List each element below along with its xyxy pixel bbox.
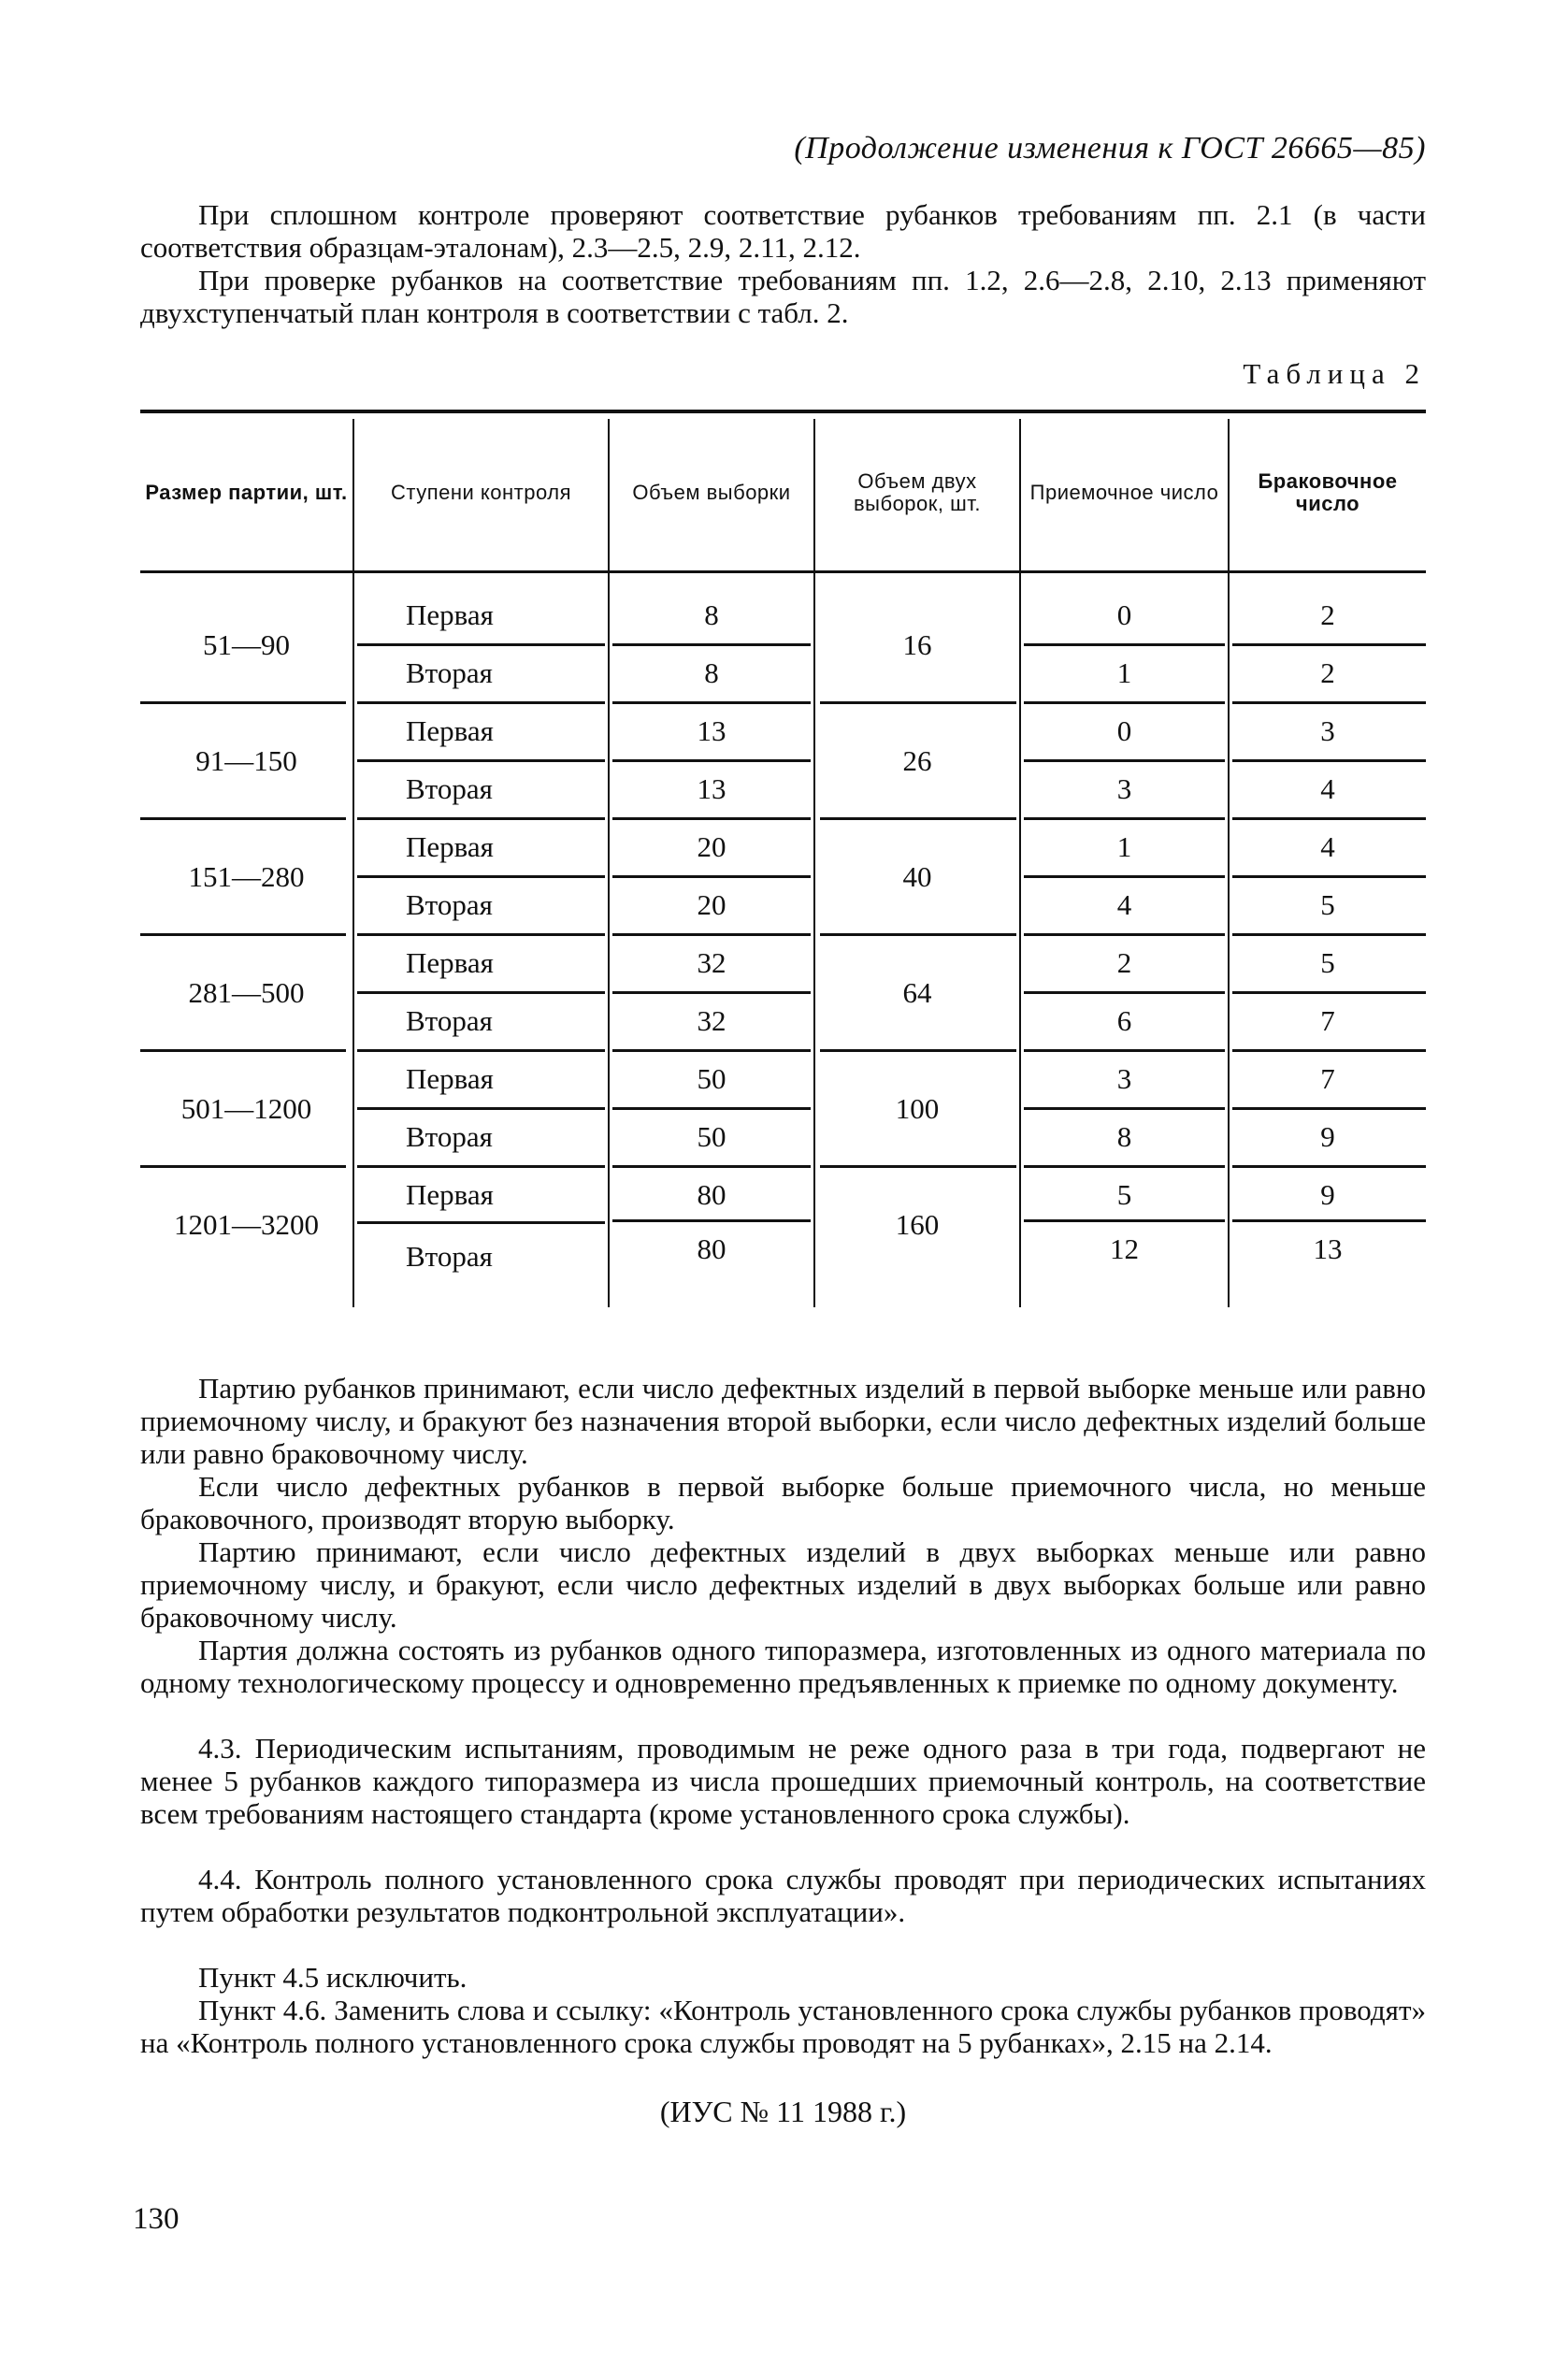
accept-cell: 1 — [1116, 656, 1132, 689]
row-rule — [1024, 1165, 1225, 1168]
stage-cell: Первая — [406, 1178, 494, 1211]
row-rule — [612, 933, 811, 936]
stage-cell: Первая — [406, 714, 494, 747]
stage-cell: Первая — [406, 1062, 494, 1095]
stage-cell: Первая — [406, 598, 494, 631]
lot-size-cell: 501—1200 — [180, 1092, 312, 1125]
reject-cell: 5 — [1320, 888, 1335, 921]
lot-size-cell: 91—150 — [195, 744, 297, 777]
row-rule — [612, 759, 811, 762]
row-rule — [140, 1165, 346, 1168]
total-sample-cell: 64 — [902, 976, 932, 1009]
total-sample-cell: 16 — [902, 628, 932, 661]
reject-cell: 7 — [1320, 1004, 1335, 1037]
table-top-rule — [140, 410, 1426, 413]
table-header-rule — [140, 570, 1426, 573]
row-rule — [140, 933, 346, 936]
accept-cell: 4 — [1116, 888, 1132, 921]
sample-cell: 20 — [697, 830, 726, 863]
row-rule — [357, 701, 605, 704]
stage-cell: Вторая — [406, 888, 493, 921]
row-rule — [357, 1049, 605, 1052]
stage-cell: Вторая — [406, 1120, 493, 1153]
row-rule — [1024, 1107, 1225, 1110]
stage-cell: Вторая — [406, 1240, 493, 1273]
row-rule — [1232, 875, 1426, 878]
sample-cell: 13 — [697, 714, 726, 747]
row-rule — [1232, 701, 1426, 704]
row-rule — [1024, 875, 1225, 878]
sample-cell: 80 — [697, 1178, 726, 1211]
row-rule — [1232, 1049, 1426, 1052]
body-paragraph-4-3: 4.3. Периодическим испытаниям, проводимым не реже одного раза в три года, подвергают не менее 5 рубанков каждого типоразмера из числа прошедших приемочный контроль, на соответствие всем требованиям настоящего стандарта (кроме установленного срока службы). — [140, 1732, 1426, 1830]
source-note: (ИУС № 11 1988 г.) — [659, 2095, 907, 2128]
accept-cell: 2 — [1116, 946, 1132, 979]
sampling-plan-table — [140, 410, 1426, 1307]
row-rule — [820, 817, 1016, 820]
row-rule — [1232, 759, 1426, 762]
stage-cell: Вторая — [406, 772, 493, 805]
sample-cell: 80 — [697, 1232, 726, 1265]
lot-size-cell: 151—280 — [188, 860, 305, 893]
stage-cell: Первая — [406, 946, 494, 979]
row-rule — [357, 1107, 605, 1110]
body-paragraph-4-6: Пункт 4.6. Заменить слова и ссылку: «Контроль установленного срока службы рубанков проводят» на «Контроль полного установленного срока службы проводят на 5 рубанках», 2.15 на 2.14. — [140, 1994, 1426, 2059]
row-rule — [1232, 817, 1426, 820]
row-rule — [1232, 1219, 1426, 1222]
accept-cell: 1 — [1116, 830, 1132, 863]
reject-cell: 4 — [1320, 772, 1335, 805]
row-rule — [357, 759, 605, 762]
total-sample-cell: 160 — [895, 1208, 940, 1241]
header-stage: Ступени контроля — [391, 481, 571, 504]
accept-cell: 8 — [1116, 1120, 1132, 1153]
reject-cell: 2 — [1320, 656, 1335, 689]
body-paragraph-2: Если число дефектных рубанков в первой выборке больше приемочного числа, но меньше браковочного, производят вторую выборку. — [140, 1470, 1426, 1535]
accept-cell: 3 — [1116, 1062, 1132, 1095]
row-rule — [1024, 817, 1225, 820]
row-rule — [1024, 1219, 1225, 1222]
sample-cell: 50 — [697, 1120, 726, 1153]
header-sample-size: Объем выборки — [632, 481, 791, 504]
lot-size-cell: 51—90 — [203, 628, 290, 661]
total-sample-cell: 40 — [902, 860, 932, 893]
reject-cell: 9 — [1320, 1178, 1335, 1211]
row-rule — [1232, 1165, 1426, 1168]
accept-cell: 5 — [1116, 1178, 1132, 1211]
page-number: 130 — [133, 2202, 180, 2236]
table-caption: Таблица 2 — [1243, 357, 1426, 390]
intro-paragraph-1: При сплошном контроле проверяют соответствие рубанков требованиям пп. 2.1 (в части соответствия образцам-эталонам), 2.3—2.5, 2.9, 2.11, 2.12. — [140, 198, 1426, 264]
stage-cell: Первая — [406, 830, 494, 863]
row-rule — [820, 933, 1016, 936]
row-rule — [357, 817, 605, 820]
row-rule — [1024, 933, 1225, 936]
row-rule — [357, 1165, 605, 1168]
row-rule — [1232, 991, 1426, 994]
row-rule — [612, 1165, 811, 1168]
accept-cell: 3 — [1116, 772, 1132, 805]
stage-cell: Вторая — [406, 1004, 493, 1037]
sample-cell: 32 — [697, 1004, 726, 1037]
row-rule — [140, 1049, 346, 1052]
row-rule — [1024, 701, 1225, 704]
stage-cell: Вторая — [406, 656, 493, 689]
lot-size-cell: 281—500 — [188, 976, 305, 1009]
row-rule — [1024, 759, 1225, 762]
sample-cell: 8 — [704, 656, 719, 689]
reject-cell: 2 — [1320, 598, 1335, 631]
row-rule — [357, 875, 605, 878]
accept-cell: 0 — [1116, 598, 1132, 631]
sample-cell: 8 — [704, 598, 719, 631]
running-head: (Продолжение изменения к ГОСТ 26665—85) — [794, 131, 1426, 166]
accept-cell: 6 — [1116, 1004, 1132, 1037]
header-two-samples: Объем двух выборок, шт. — [853, 469, 982, 515]
row-rule — [1232, 643, 1426, 646]
row-rule — [1024, 1049, 1225, 1052]
reject-cell: 13 — [1313, 1232, 1343, 1265]
row-rule — [140, 701, 346, 704]
header-lot-size: Размер партии, шт. — [145, 481, 348, 504]
body-paragraph-4-5: Пункт 4.5 исключить. — [198, 1961, 468, 1994]
body-paragraph-4: Партия должна состоять из рубанков одного типоразмера, изготовленных из одного материала по одному технологическому процессу и одновременно предъявленных к приемке по одному документу. — [140, 1634, 1426, 1699]
row-rule — [820, 1049, 1016, 1052]
reject-cell: 4 — [1320, 830, 1335, 863]
row-rule — [612, 991, 811, 994]
intro-paragraph-2: При проверке рубанков на соответствие требованиям пп. 1.2, 2.6—2.8, 2.10, 2.13 применяют двухступенчатый план контроля в соответствии с табл. 2. — [140, 264, 1426, 329]
row-rule — [612, 817, 811, 820]
row-rule — [140, 817, 346, 820]
row-rule — [1024, 643, 1225, 646]
total-sample-cell: 26 — [902, 744, 932, 777]
accept-cell: 12 — [1110, 1232, 1139, 1265]
reject-cell: 9 — [1320, 1120, 1335, 1153]
body-paragraph-1: Партию рубанков принимают, если число дефектных изделий в первой выборке меньше или равно приемочному числу, и бракуют без назначения второй выборки, если число дефектных изделий больше или равно браковочному числу. — [140, 1372, 1426, 1470]
header-accept-number: Приемочное число — [1029, 481, 1219, 504]
total-sample-cell: 100 — [895, 1092, 940, 1125]
sample-cell: 32 — [697, 946, 726, 979]
row-rule — [1232, 933, 1426, 936]
reject-cell: 5 — [1320, 946, 1335, 979]
row-rule — [612, 1049, 811, 1052]
header-reject-number: Браковочное число — [1258, 469, 1398, 515]
row-rule — [1024, 991, 1225, 994]
row-rule — [820, 701, 1016, 704]
reject-cell: 7 — [1320, 1062, 1335, 1095]
row-rule — [612, 643, 811, 646]
body-paragraph-3: Партию принимают, если число дефектных изделий в двух выборках меньше или равно приемочному числу, и бракуют, если число дефектных изделий в двух выборках больше или равно браковочному числу. — [140, 1535, 1426, 1634]
row-rule — [357, 991, 605, 994]
row-rule — [357, 1221, 605, 1224]
reject-cell: 3 — [1320, 714, 1335, 747]
row-rule — [1232, 1107, 1426, 1110]
row-rule — [612, 1219, 811, 1222]
body-paragraph-4-4: 4.4. Контроль полного установленного срока службы проводят при периодических испытаниях путем обработки результатов подконтрольной эксплуатации». — [140, 1863, 1426, 1928]
row-rule — [612, 701, 811, 704]
row-rule — [357, 643, 605, 646]
row-rule — [357, 933, 605, 936]
sample-cell: 20 — [697, 888, 726, 921]
lot-size-cell: 1201—3200 — [174, 1208, 319, 1241]
sample-cell: 50 — [697, 1062, 726, 1095]
sample-cell: 13 — [697, 772, 726, 805]
row-rule — [820, 1165, 1016, 1168]
row-rule — [612, 1107, 811, 1110]
row-rule — [612, 875, 811, 878]
accept-cell: 0 — [1116, 714, 1132, 747]
